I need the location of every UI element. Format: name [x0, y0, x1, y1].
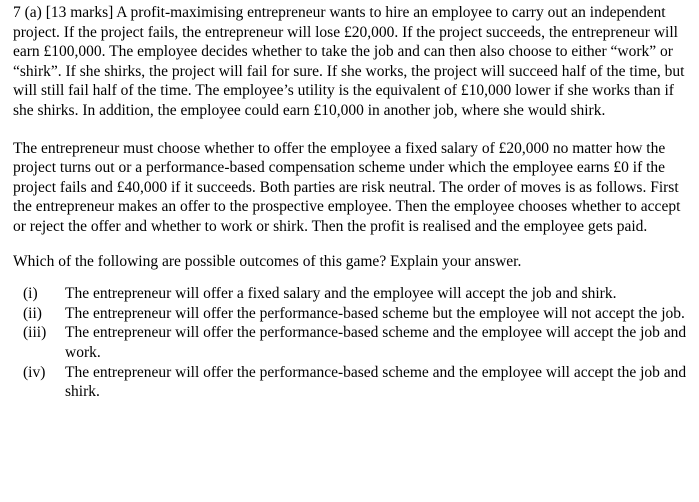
option-item-iv — [13, 363, 689, 402]
option-number: (iii) — [23, 324, 47, 342]
option-number: (iv) — [23, 363, 46, 381]
option-number: (ii) — [23, 304, 42, 322]
question-document — [13, 3, 689, 402]
option-text: The entrepreneur will offer the performance-based scheme but the employee will not accept the job. — [65, 304, 685, 322]
question-intro-paragraph: 7 (a) [13 marks] A profit-maximising entrepreneur wants to hire an employee to carry out an independent project. If the project fails, the entrepreneur will lose £20,000. If the project succeeds, the entrepreneur will earn £100,000. The employee decides whether to take the job and can then also choose to either “work” or “shirk”. If she shirks, the project will fail for sure. If she works, the project will succeed half of the time, but will still fail half of the time. The employee’s utility is the equivalent of £10,000 lower if she works than if she shirks. In addition, the employee could earn £10,000 in another job, where she would shirk. — [13, 4, 685, 119]
option-text: The entrepreneur will offer a fixed salary and the employee will accept the job and shirk. — [65, 285, 617, 303]
option-text: The entrepreneur will offer the performance-based scheme and the employee will accept the job and work. — [65, 324, 687, 361]
option-text: The entrepreneur will offer the performance-based scheme and the employee will accept the job and shirk. — [65, 363, 687, 401]
option-item-i — [13, 284, 689, 304]
option-item-iii — [13, 323, 689, 362]
question-setup-paragraph: The entrepreneur must choose whether to offer the employee a fixed salary of £20,000 no matter how the project turns out or a performance-based compensation scheme under which the employee earns £0 if the project fails and £40,000 if it succeeds. Both parties are risk neutral. The order of moves is as follows. First the entrepreneur makes an offer to the prospective employee. Then the employee chooses whether to accept or reject the offer and whether to work or shirk. Then the profit is realised and the employee gets paid. — [13, 139, 681, 235]
option-number: (i) — [23, 285, 38, 303]
answer-options-list — [13, 284, 689, 402]
question-prompt: Which of the following are possible outcomes of this game? Explain your answer. — [13, 252, 522, 270]
option-item-ii — [13, 304, 689, 324]
